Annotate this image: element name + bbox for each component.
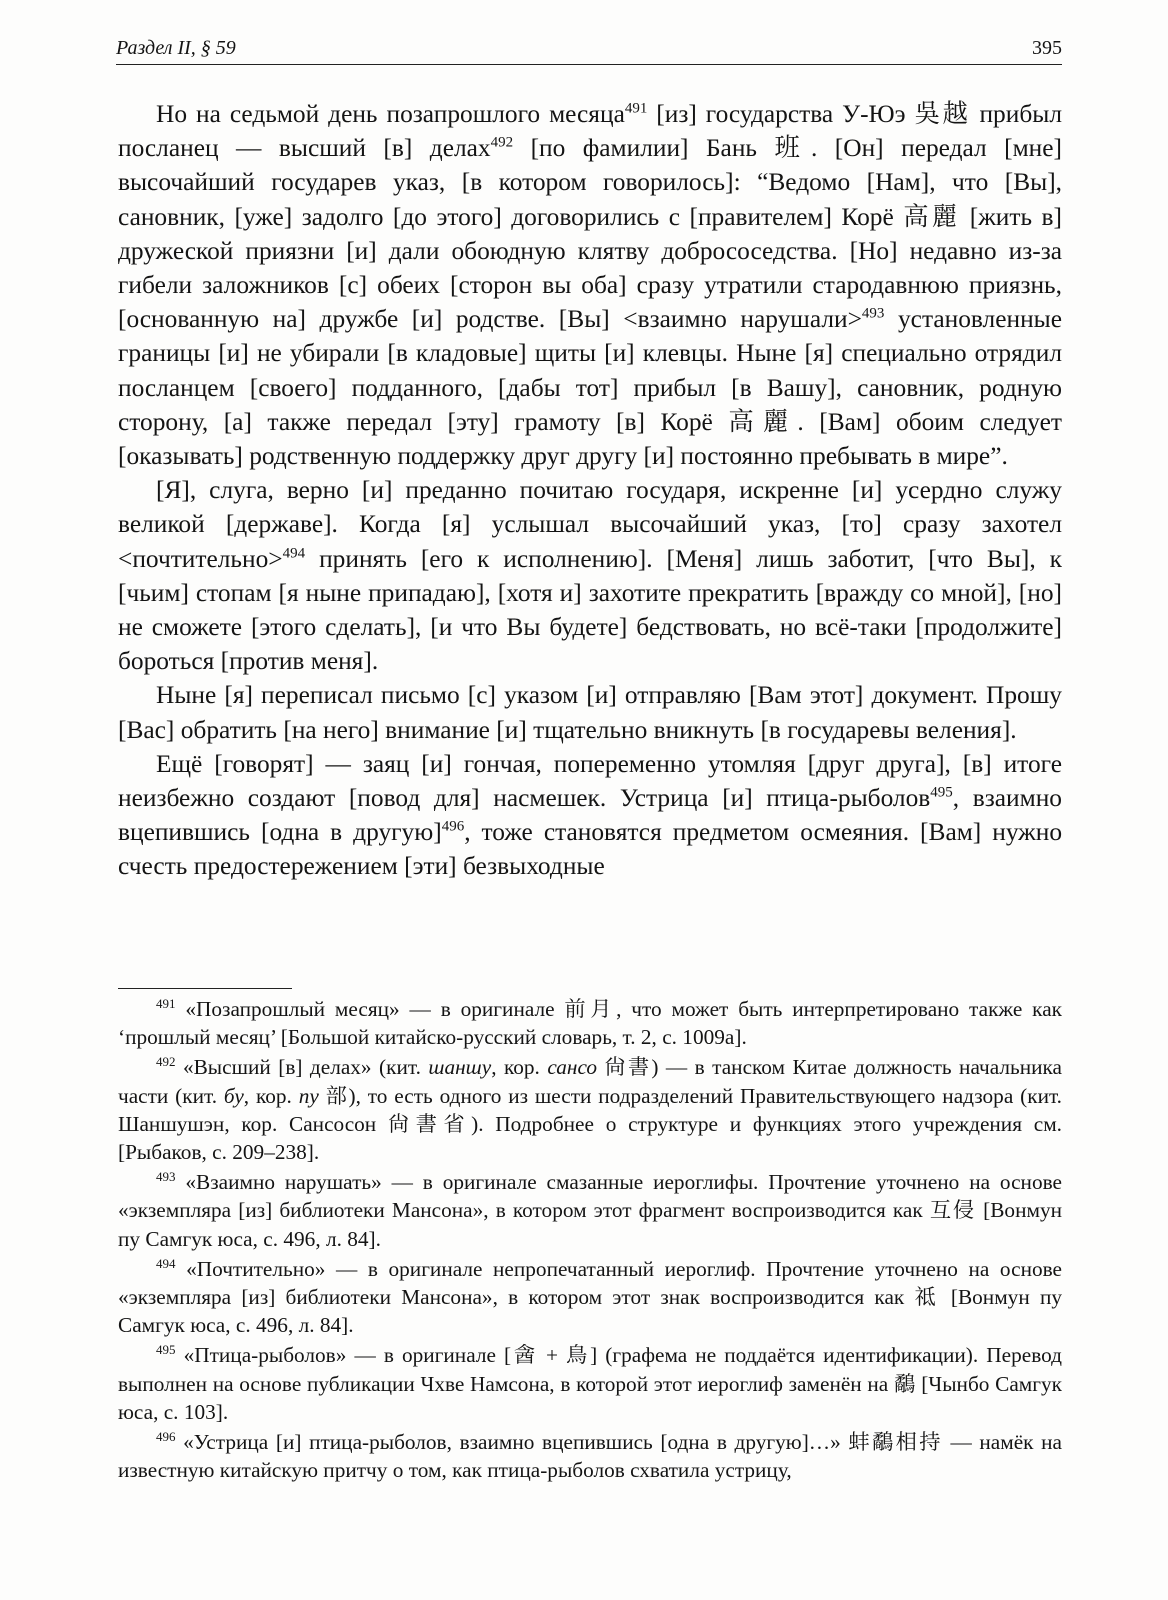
- paragraph-2: [118, 473, 1062, 678]
- footnote-493: [118, 1168, 1062, 1253]
- footnote-text: «Высший [в] делах» (кит.: [175, 1055, 429, 1080]
- footnote-text: 部), то есть одного из шести подразделений Правительствующего надзора (кит. Шаншушэн, кор. Сансосон 尙書省). Подробнее о структуре и функциях этого учреждения см. [Рыбаков, с. 209–238].: [118, 1083, 1062, 1165]
- footnote-ref-494[interactable]: 494: [282, 545, 306, 562]
- footnote-separator: [118, 988, 292, 989]
- transliteration: сансо: [547, 1055, 598, 1080]
- text-run: установленные границы [и] не убирали [в кладовые] щиты [и] клевцы. Ныне [я] специально отрядил посланцем [своего] подданного, [дабы тот] прибыл [в Вашу], сановник, родную сторону, [а] также передал [эту] грамоту [в] Корё 高麗. [Вам] обоим следует [оказывать] родственную поддержку друг другу [и] постоянно пребывать в мире”.: [118, 305, 1063, 471]
- transliteration: шаншу: [428, 1055, 492, 1080]
- footnote-ref-491[interactable]: 491: [624, 100, 648, 117]
- main-text: [118, 97, 1062, 884]
- paragraph-4: [118, 747, 1062, 884]
- footnote-ref-495[interactable]: 495: [930, 784, 953, 801]
- page-number: 395: [1032, 37, 1062, 59]
- footnote-494: [118, 1255, 1062, 1340]
- header-rule: [116, 64, 1062, 65]
- section-reference: Раздел II, § 59: [116, 37, 236, 59]
- footnote-492: [118, 1053, 1062, 1166]
- paragraph-3: Ныне [я] переписал письмо [с] указом [и] отправляю [Вам этот] документ. Прошу [Вас] обратить [на него] внимание [и] тщательно вникнуть [в государевы веления].: [118, 681, 1062, 744]
- footnote-text: «Почтительно» — в оригинале непропечатанный иероглиф. Прочтение уточнено на основе «экземпляра [из] библиотеки Мансона», в котором этот знак воспроизводится как 祗 [Вонмун пу Самгук юса, с. 496, л. 84].: [118, 1256, 1062, 1338]
- footnote-ref-496[interactable]: 496: [441, 818, 465, 835]
- footnote-ref-492[interactable]: 492: [490, 134, 514, 151]
- footnotes: [118, 995, 1062, 1486]
- running-head: [116, 36, 1062, 60]
- text-run: , взаимно вцепившись [одна в другую]: [118, 784, 1062, 847]
- footnote-number: 494: [156, 1255, 176, 1271]
- footnote-text: , кор.: [491, 1055, 548, 1080]
- footnote-number: 493: [156, 1169, 176, 1185]
- footnote-text: «Птица-рыболов» — в оригинале [酓 + 鳥] (графема не поддаётся идентификации). Перевод выполнен на основе публикации Чхве Намсона, в которой этот иероглиф заменён на 鷸 [Чынбо Самгук юса, с. 103].: [118, 1343, 1062, 1424]
- footnote-495: [118, 1341, 1062, 1426]
- footnote-ref-493[interactable]: 493: [861, 305, 885, 322]
- footnote-text: «Позапрошлый месяц» — в оригинале 前月, что может быть интерпретировано также как ‘прошлый месяц’ [Большой китайско-русский словарь, т. 2, с. 1009а].: [118, 997, 1062, 1050]
- footnote-number: 496: [156, 1428, 176, 1444]
- footnote-496: [118, 1428, 1062, 1484]
- transliteration: бу: [223, 1083, 244, 1108]
- footnote-text: «Взаимно нарушать» — в оригинале смазанные иероглифы. Прочтение уточнено на основе «экземпляра [из] библиотеки Мансона», в котором этот фрагмент воспроизводится как 互侵 [Вонмун пу Самгук юса, с. 496, л. 84].: [118, 1170, 1062, 1251]
- text-run: Ещё [говорят] — заяц [и] гончая, попеременно утомляя [друг друга], [в] итоге неизбежно создают [повод для] насмешек. Устрица [и] птица-рыболов: [118, 749, 1062, 813]
- transliteration: пу: [298, 1083, 319, 1108]
- footnote-491: [118, 995, 1062, 1051]
- paragraph-1: [118, 97, 1062, 473]
- text-run: [по фамилии] Бань 班. [Он] передал [мне] высочайший государев указ, [в котором говорилось]: “Ведомо [Нам], что [Вы], сановник, [уже] задолго [до этого] договорились с [правителем] Корё 高麗 [жить в] дружеской приязни [и] дали обоюдную клятву добрососедства. [Но] недавно из-за гибели заложников [с] обеих [сторон вы оба] сразу утратили стародавнюю приязнь, [основанную на] дружбе [и] родстве. [Вы] <взаимно нарушали>: [118, 134, 1062, 334]
- footnote-text: , кор.: [243, 1083, 299, 1108]
- text-run: , тоже становятся предметом осмеяния. [Вам] нужно счесть предостережением [эти] безвыходные: [118, 818, 1063, 881]
- footnote-text: «Устрица [и] птица-рыболов, взаимно вцепившись [одна в другую]…» 蚌鷸相持 — намёк на известную китайскую притчу о том, как птица-рыболов схватила устрицу,: [118, 1430, 1062, 1483]
- text-run: [Я], слуга, верно [и] преданно почитаю государя, искренне [и] усердно служу великой [державе]. Когда [я] услышал высочайший указ, [то] сразу захотел <почтительно>: [118, 476, 1062, 573]
- footnote-number: 492: [156, 1054, 176, 1070]
- text-run: [из] государства У-Юэ 吳越 прибыл посланец — высший [в] делах: [118, 100, 1062, 163]
- text-run: Но на седьмой день позапрошлого месяца: [156, 100, 625, 128]
- footnote-number: 495: [156, 1342, 176, 1358]
- footnote-text: 尙書) — в танском Китае должность начальника части (кит.: [118, 1055, 1062, 1108]
- text-run: принять [его к исполнению]. [Меня] лишь заботит, [что Вы], к [чьим] стопам [я ныне припадаю], [хотя и] захотите прекратить [вражду со мной], [но] не сможете [этого сделать], [и что Вы будете] бедствовать, но всё-таки [продолжите] бороться [против меня].: [118, 544, 1062, 676]
- footnote-number: 491: [156, 995, 176, 1011]
